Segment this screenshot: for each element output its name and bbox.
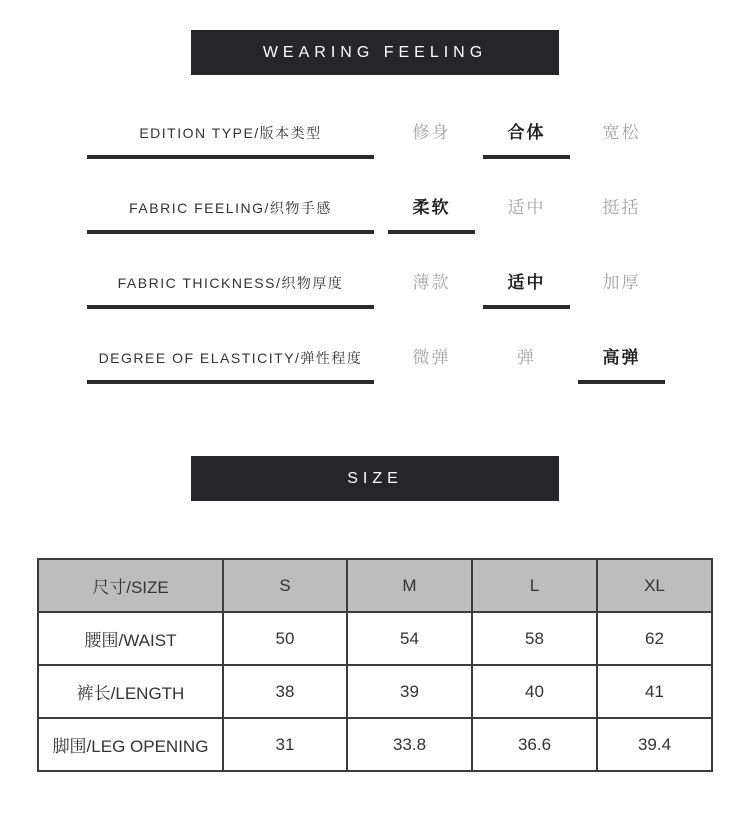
attribute-option: 修身 — [412, 123, 451, 142]
size-table-header-cell: M — [347, 559, 472, 612]
value-cell: 58 — [472, 612, 597, 665]
row-label-cell: 腰围/WAIST — [38, 612, 223, 665]
value-cell: 50 — [223, 612, 347, 665]
value-cell: 41 — [597, 665, 712, 718]
size-table — [37, 558, 713, 772]
attribute-row-fabric-feeling — [0, 186, 750, 234]
attribute-option: 高弹 — [578, 336, 665, 384]
attribute-options — [384, 261, 669, 309]
attribute-row-fabric-thickness — [0, 261, 750, 309]
value-cell: 31 — [223, 718, 347, 771]
attribute-option: 适中 — [483, 261, 570, 309]
size-table-header-row — [38, 559, 712, 612]
value-cell: 54 — [347, 612, 472, 665]
attribute-option: 薄款 — [412, 273, 451, 292]
wearing-feeling-banner-title: WEARING FEELING — [262, 43, 488, 61]
size-table-header-cell: L — [472, 559, 597, 612]
size-banner-title: SIZE — [347, 469, 403, 487]
attribute-label: FABRIC THICKNESS/织物厚度 — [87, 261, 374, 309]
attribute-label: FABRIC FEELING/织物手感 — [87, 186, 374, 234]
attribute-row-elasticity — [0, 336, 750, 384]
wearing-feeling-section — [0, 111, 750, 384]
value-cell: 40 — [472, 665, 597, 718]
size-table-row-waist — [38, 612, 712, 665]
value-cell: 62 — [597, 612, 712, 665]
size-banner — [191, 456, 559, 501]
attribute-option: 挺括 — [602, 198, 641, 217]
attribute-row-edition-type — [0, 111, 750, 159]
wearing-feeling-banner — [191, 30, 559, 75]
row-label-cell: 脚围/LEG OPENING — [38, 718, 223, 771]
attribute-option: 微弹 — [412, 348, 451, 367]
size-table-row-length — [38, 665, 712, 718]
size-table-header-cell: XL — [597, 559, 712, 612]
attribute-label: EDITION TYPE/版本类型 — [87, 111, 374, 159]
attribute-option: 宽松 — [602, 123, 641, 142]
value-cell: 39 — [347, 665, 472, 718]
attribute-options — [384, 186, 669, 234]
attribute-options — [384, 111, 669, 159]
row-label-cell: 裤长/LENGTH — [38, 665, 223, 718]
attribute-option: 加厚 — [602, 273, 641, 292]
value-cell: 36.6 — [472, 718, 597, 771]
attribute-option: 柔软 — [388, 186, 475, 234]
attribute-options — [384, 336, 669, 384]
size-table-header-cell: S — [223, 559, 347, 612]
size-table-header-cell: 尺寸/SIZE — [38, 559, 223, 612]
value-cell: 38 — [223, 665, 347, 718]
value-cell: 33.8 — [347, 718, 472, 771]
size-table-row-leg-opening — [38, 718, 712, 771]
attribute-option: 合体 — [483, 111, 570, 159]
value-cell: 39.4 — [597, 718, 712, 771]
attribute-label: DEGREE OF ELASTICITY/弹性程度 — [87, 336, 374, 384]
attribute-option: 适中 — [507, 198, 546, 217]
attribute-option: 弹 — [517, 348, 536, 367]
